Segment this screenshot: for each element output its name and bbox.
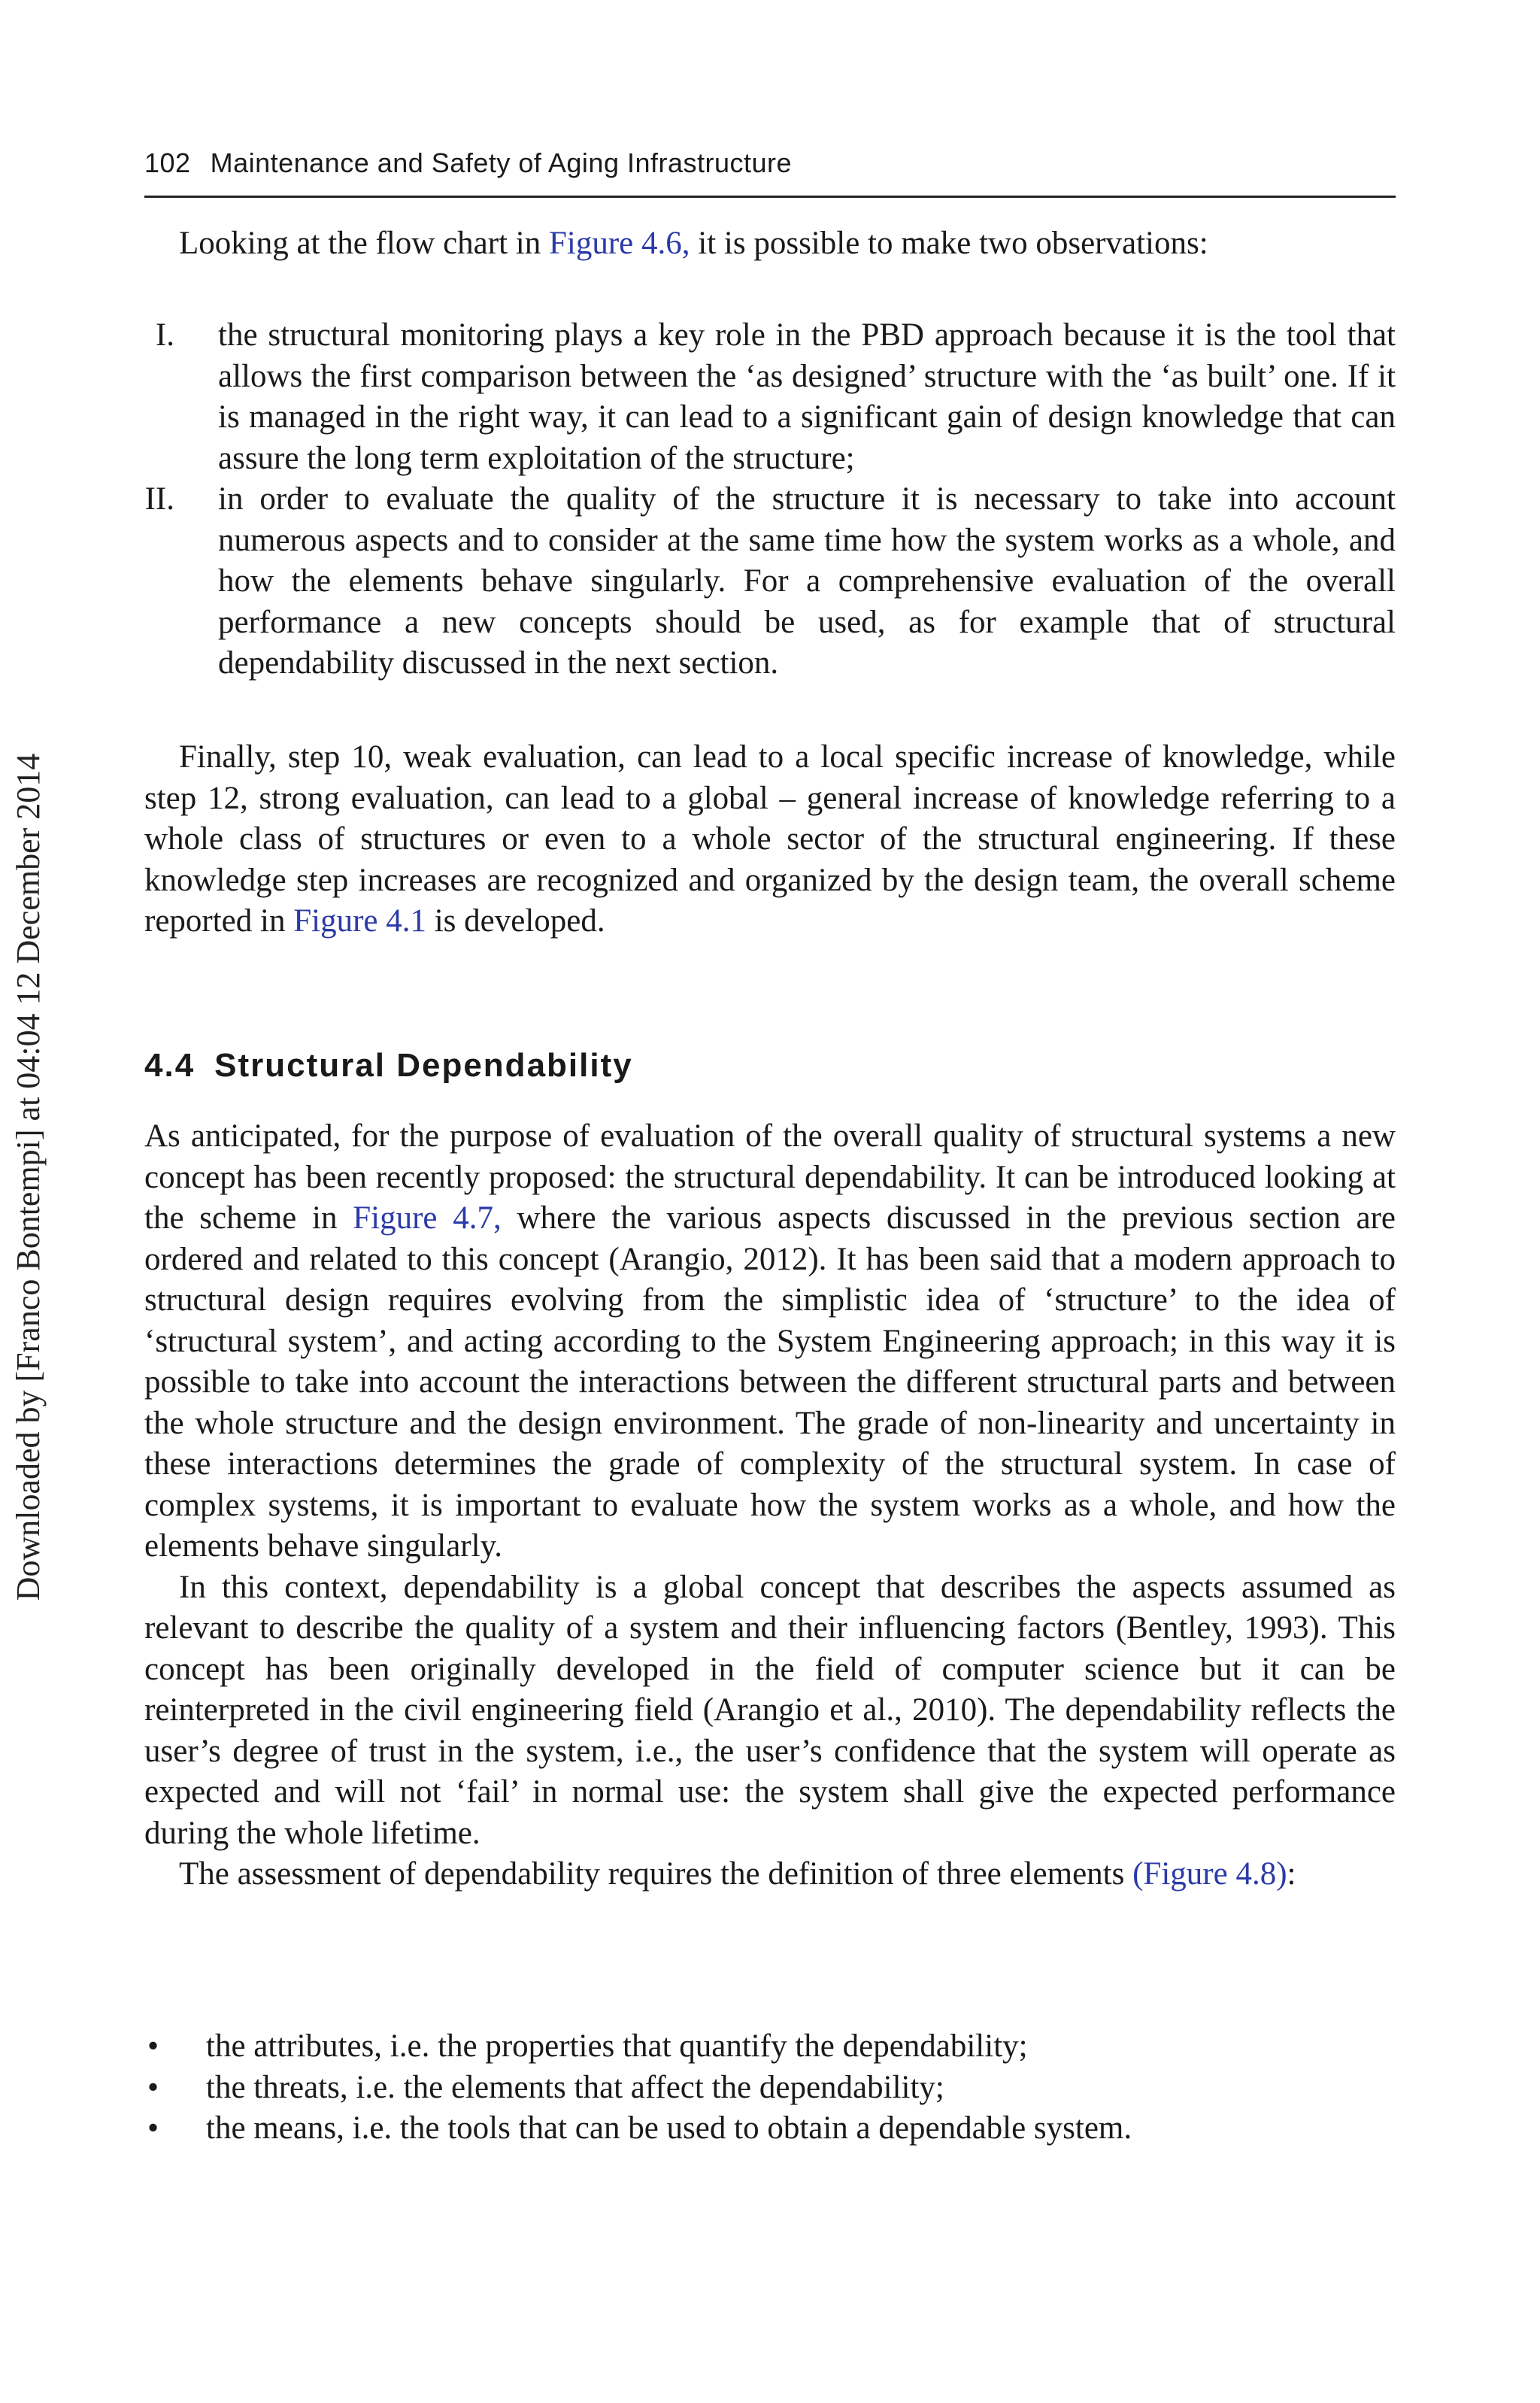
- observation-item: [144, 315, 1396, 479]
- running-header: [144, 147, 1396, 198]
- list-item: [144, 2068, 1396, 2109]
- figure-4-6-link[interactable]: Figure 4.6,: [548, 226, 690, 261]
- observation-item: [144, 479, 1396, 684]
- list-item: [144, 2026, 1396, 2068]
- dependability-elements-list: [144, 2026, 1396, 2150]
- section-title: Structural Dependability: [214, 1047, 633, 1084]
- section-paragraph-3: [144, 1854, 1396, 1895]
- para3-text-after: :: [1287, 1856, 1296, 1892]
- intro-paragraph: [144, 223, 1396, 265]
- figure-4-7-link[interactable]: Figure 4.7,: [353, 1200, 502, 1236]
- roman-marker: I.: [155, 317, 174, 353]
- list-item-text: the attributes, i.e. the properties that quantify the dependability;: [206, 2028, 1028, 2064]
- intro-text-before: Looking at the flow chart in: [179, 226, 549, 261]
- roman-marker: II.: [144, 481, 174, 517]
- intro-text-after: it is possible to make two observations:: [690, 226, 1208, 261]
- section-paragraph-2: In this context, dependability is a global concept that describes the aspects assumed as relevant to describe the quality of a system and their influencing factors (Bentley, 1993). This concept has been originally developed in the field of computer science but it can be reinterpreted in the civil engineering field (Arangio et al., 2010). The dependability reflects the user’s degree of trust in the system, i.e., the user’s confidence that the system will operate as expected and will not ‘fail’ in normal use: the system shall give the expected performance during the whole lifetime.: [144, 1569, 1396, 1851]
- book-title: Maintenance and Safety of Aging Infrastructure: [210, 147, 793, 178]
- section-heading: [144, 1047, 1396, 1085]
- bullet-icon: •: [147, 2110, 159, 2146]
- finally-text-before: Finally, step 10, weak evaluation, can lead to a local specific increase of knowledge, while step 12, strong evaluation, can lead to a global – general increase of knowledge referring to a whole class of structures or even to a whole sector of the structural engineering. If these knowledge step increases are recognized and organized by the design team, the overall scheme reported in: [144, 739, 1396, 939]
- para1-text-after: where the various aspects discussed in the previous section are ordered and related to this concept (Arangio, 2012). It has been said that a modern approach to structural design requires evolving from the simplistic idea of ‘structure’ to the idea of ‘structural system’, and acting according to the System Engineering approach; in this way it is possible to take into account the interactions between the different structural parts and between the whole structure and the design environment. The grade of non-linearity and uncertainty in these interactions determines the grade of complexity of the structural system. In case of complex systems, it is important to evaluate how the system works as a whole, and how the elements behave singularly.: [144, 1200, 1396, 1564]
- para3-text-before: The assessment of dependability requires the definition of three elements: [179, 1856, 1133, 1892]
- list-item: [144, 2108, 1396, 2150]
- page-number: 102: [144, 147, 191, 178]
- list-item-text: the threats, i.e. the elements that affect the dependability;: [206, 2069, 944, 2105]
- list-item-text: the means, i.e. the tools that can be used to obtain a dependable system.: [206, 2110, 1132, 2146]
- observations-list: [144, 315, 1396, 684]
- bullet-icon: •: [147, 2028, 159, 2064]
- download-watermark: Downloaded by [Franco Bontempi] at 04:04 12 December 2014: [10, 753, 47, 1601]
- finally-text-after: is developed.: [426, 903, 605, 939]
- observation-text: the structural monitoring plays a key role in the PBD approach because it is the tool that allows the first comparison between the ‘as designed’ structure with the ‘as built’ one. If it is managed in the right way, it can lead to a significant gain of design knowledge that can assure the long term exploitation of the structure;: [218, 317, 1396, 476]
- observation-text: in order to evaluate the quality of the structure it is necessary to take into account numerous aspects and to consider at the same time how the system works as a whole, and how the elements behave singularly. For a comprehensive evaluation of the overall performance a new concepts should be used, as for example that of structural dependability discussed in the next section.: [218, 481, 1396, 681]
- figure-4-1-link[interactable]: Figure 4.1: [293, 903, 426, 939]
- finally-paragraph: [144, 737, 1396, 942]
- section-paragraph-1: [144, 1116, 1396, 1567]
- para1-text-before: As anticipated, for the purpose of evaluation of the overall quality of structural systems a new concept has been recently proposed: the structural dependability. It can be introduced looking at the scheme in: [144, 1118, 1396, 1236]
- bullet-icon: •: [147, 2069, 159, 2105]
- figure-4-8-link[interactable]: (Figure 4.8): [1132, 1856, 1287, 1892]
- section-number: 4.4: [144, 1047, 196, 1084]
- section-body: [144, 1116, 1396, 1895]
